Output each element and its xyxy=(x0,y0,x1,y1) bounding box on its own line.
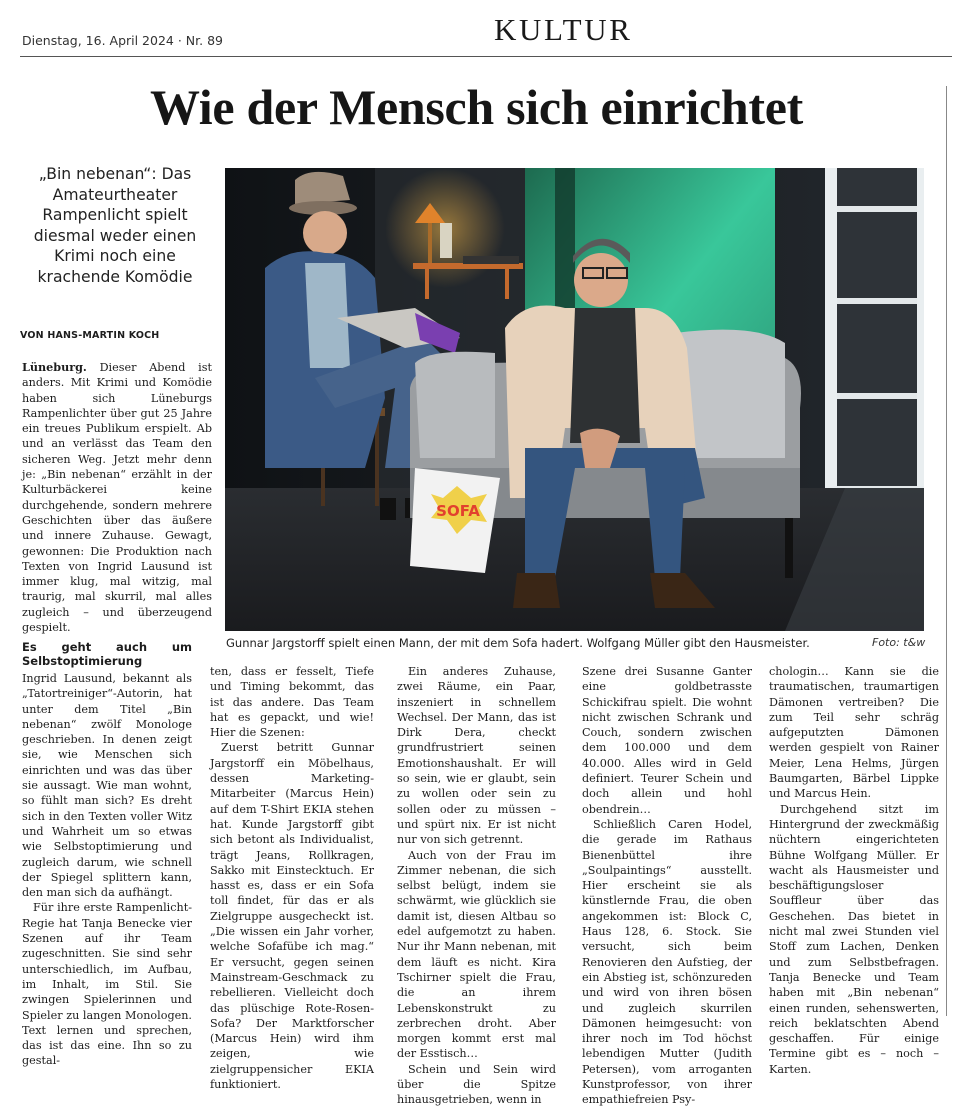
photo-credit: Foto: t&w xyxy=(872,636,926,649)
paragraph: Auch von der Frau im Zimmer nebenan, die sich selbst belügt, indem sie schwärmt, wie glücklich sie damit ist, diesen Altbau so edel aufgemotzt zu haben. Nur ihr Mann nebenan, mit dem läuft es nicht. Kira Tschirner spielt die Frau, die an ihrem Lebenskonstrukt zu zerbrechen droht. Aber morgen kommt erst mal der Esstisch… xyxy=(397,848,556,1061)
paragraph: chologin… Kann sie die traumatischen, traumartigen Dämonen vertreiben? Die zum Teil sehr schräg aufgeputzten Dämonen werden gespielt von Rainer Meier, Lena Helms, Jürgen Baumgarten, Bärbel Lippke und Marcus Hein. xyxy=(769,665,939,801)
article-column-4 xyxy=(582,664,752,1107)
article-column-1 xyxy=(22,632,192,1068)
lead-paragraph xyxy=(22,360,212,635)
stage-photo xyxy=(225,168,924,631)
subheading: Es geht auch um Selbstoptimierung xyxy=(22,640,192,668)
sofa-bag-label: SOFA xyxy=(436,502,480,520)
section-title: KULTUR xyxy=(494,12,633,47)
issue-date-line: Dienstag, 16. April 2024 · Nr. 89 xyxy=(22,33,223,48)
paragraph: Für ihre erste Rampenlicht-Regie hat Tanja Benecke vier Szenen auf ihr Team zugeschnitten. Sie sind sehr unterschiedlich, im Aufbau, im Inhalt, im Stil. Sie zwingen Spielerinnen und Spieler zu langen Monologen. Text lernen und sprechen, das ist das eine. Ihn so zu gestal- xyxy=(22,901,192,1068)
article-column-5 xyxy=(769,664,939,1076)
dateline: Lüneburg. xyxy=(22,360,87,374)
paragraph: Durchgehend sitzt im Hintergrund der zweckmäßig nüchtern eingerichteten Bühne Wolfgang Müller. Er wacht als Hausmeister und beschäftigungsloser Souffleur über das Geschehen. Das bietet in nicht mal zwei Stunden viel Stoff zum Lachen, Denken und zum Selbstbefragen. Tanja Benecke und Team haben mit „Bin nebenan“ einen runden, sehenswerten, reich beklatschten Abend geschaffen. Für einige Termine gibt es – noch – Karten. xyxy=(769,802,939,1076)
lead-text: Dieser Abend ist anders. Mit Krimi und Komödie haben sich Lüneburgs Rampenlichter über gut 25 Jahre ein treues Publikum erspielt. Ab und an verlässt das Team den sicheren Weg. Jetzt mehr denn je: „Bin nebenan“ erzählt in der Kulturbäckerei keine durchgehende, sondern mehrere Geschichten über das äußere und innere Zuhause. Gewagt, gewonnen: Die Produktion nach Texten von Ingrid Lausund ist immer klug, mal witzig, mal traurig, mal skurril, mal alles zugleich – und überzeugend gespielt. xyxy=(22,361,212,635)
header-rule xyxy=(20,56,952,57)
teaser: „Bin nebenan“: Das Amateurtheater Rampenlicht spielt diesmal weder einen Krimi noch eine krachende Komödie xyxy=(33,165,197,286)
article-column-3 xyxy=(397,664,556,1107)
byline: VON HANS-MARTIN KOCH xyxy=(20,330,160,341)
paragraph: Szene drei Susanne Ganter eine goldbetrasste Schickifrau spielt. Die wohnt nicht zwischen Schrank und Couch, sondern zwischen dem 100.000 und dem 40.000. Alles wird in Geld definiert. Teurer Schein und doch allein und hohl obendrein… xyxy=(582,665,752,816)
paragraph: ten, dass er fesselt, Tiefe und Timing bekommt, das ist das andere. Das Team hat es gepackt, und wie! Hier die Szenen: xyxy=(210,665,374,740)
paragraph: Zuerst betritt Gunnar Jargstorff ein Möbelhaus, dessen Marketing-Mitarbeiter (Marcus Hein) auf dem T-Shirt EKIA stehen hat. Kunde Jargstorff gibt sich betont als Individualist, trägt Jeans, Rollkragen, Sakko mit Einstecktuch. Er hasst es, dass er ein Sofa toll findet, für das er als Zielgruppe ausgecheckt ist. „Die wissen ein Jahr vorher, welche Sofafübe ich mag.“ Er versucht, gegen seinen Mainstream-Geschmack zu rebellieren. Vielleicht doch das plüschige Rote-Rosen-Sofa? Der Marktforscher (Marcus Hein) wird ihm zeigen, wie zielgruppensicher EKIA funktioniert. xyxy=(210,741,374,1092)
paragraph: Schließlich Caren Hodel, die gerade im Rathaus Bienenbüttel ihre „Soulpaintings“ ausstellt. Hier erscheint sie als künstlernde Frau, die oben angekommen ist: Block C, Haus 128, 6. Stock. Sie versucht, sich beim Renovieren den Aufstieg, der ein Abstieg ist, schönzureden und wird von ihren bösen und zugleich skurrilen Dämonen heimgesucht: von ihrer noch im Tod höchst lebendigen Mutter (Judith Petersen), vom arroganten Kunstprofessor, von ihrer empathiefreien Psy- xyxy=(582,817,752,1107)
paragraph: Ein anderes Zuhause, zwei Räume, ein Paar, inszeniert in schnellem Wechsel. Der Mann, das ist Dirk Dera, checkt grundfrustriert seinen Emotionshaushalt. Er will so sein, wie er glaubt, sein zu wollen oder sein zu sollen oder zu müssen – und spürt nix. Er ist nicht nur von sich getrennt. xyxy=(397,665,556,847)
headline: Wie der Mensch sich einrichtet xyxy=(150,79,803,135)
article-column-2 xyxy=(210,664,374,1092)
photo-caption: Gunnar Jargstorff spielt einen Mann, der mit dem Sofa hadert. Wolfgang Müller gibt den Hausmeister. xyxy=(226,636,810,650)
paragraph: Ingrid Lausund, bekannt als „Tatortreiniger“-Autorin, hat unter dem Titel „Bin nebenan“ zwölf Monologe geschrieben. In denen zeigt sie, wie Menschen sich einrichten und was das über sie aussagt. Wie man wohnt, so fühlt man sich? Es dreht sich in den Texten voller Witz und Wahrheit um so etwas wie Selbstoptimierung und zugleich darum, wie schnell der Spiegel splittern kann, den man sich da aufhängt. xyxy=(22,672,192,900)
paragraph: Schein und Sein wird über die Spitze hinausgetrieben, wenn in xyxy=(397,1062,556,1107)
page-edge-rule xyxy=(946,86,947,1016)
